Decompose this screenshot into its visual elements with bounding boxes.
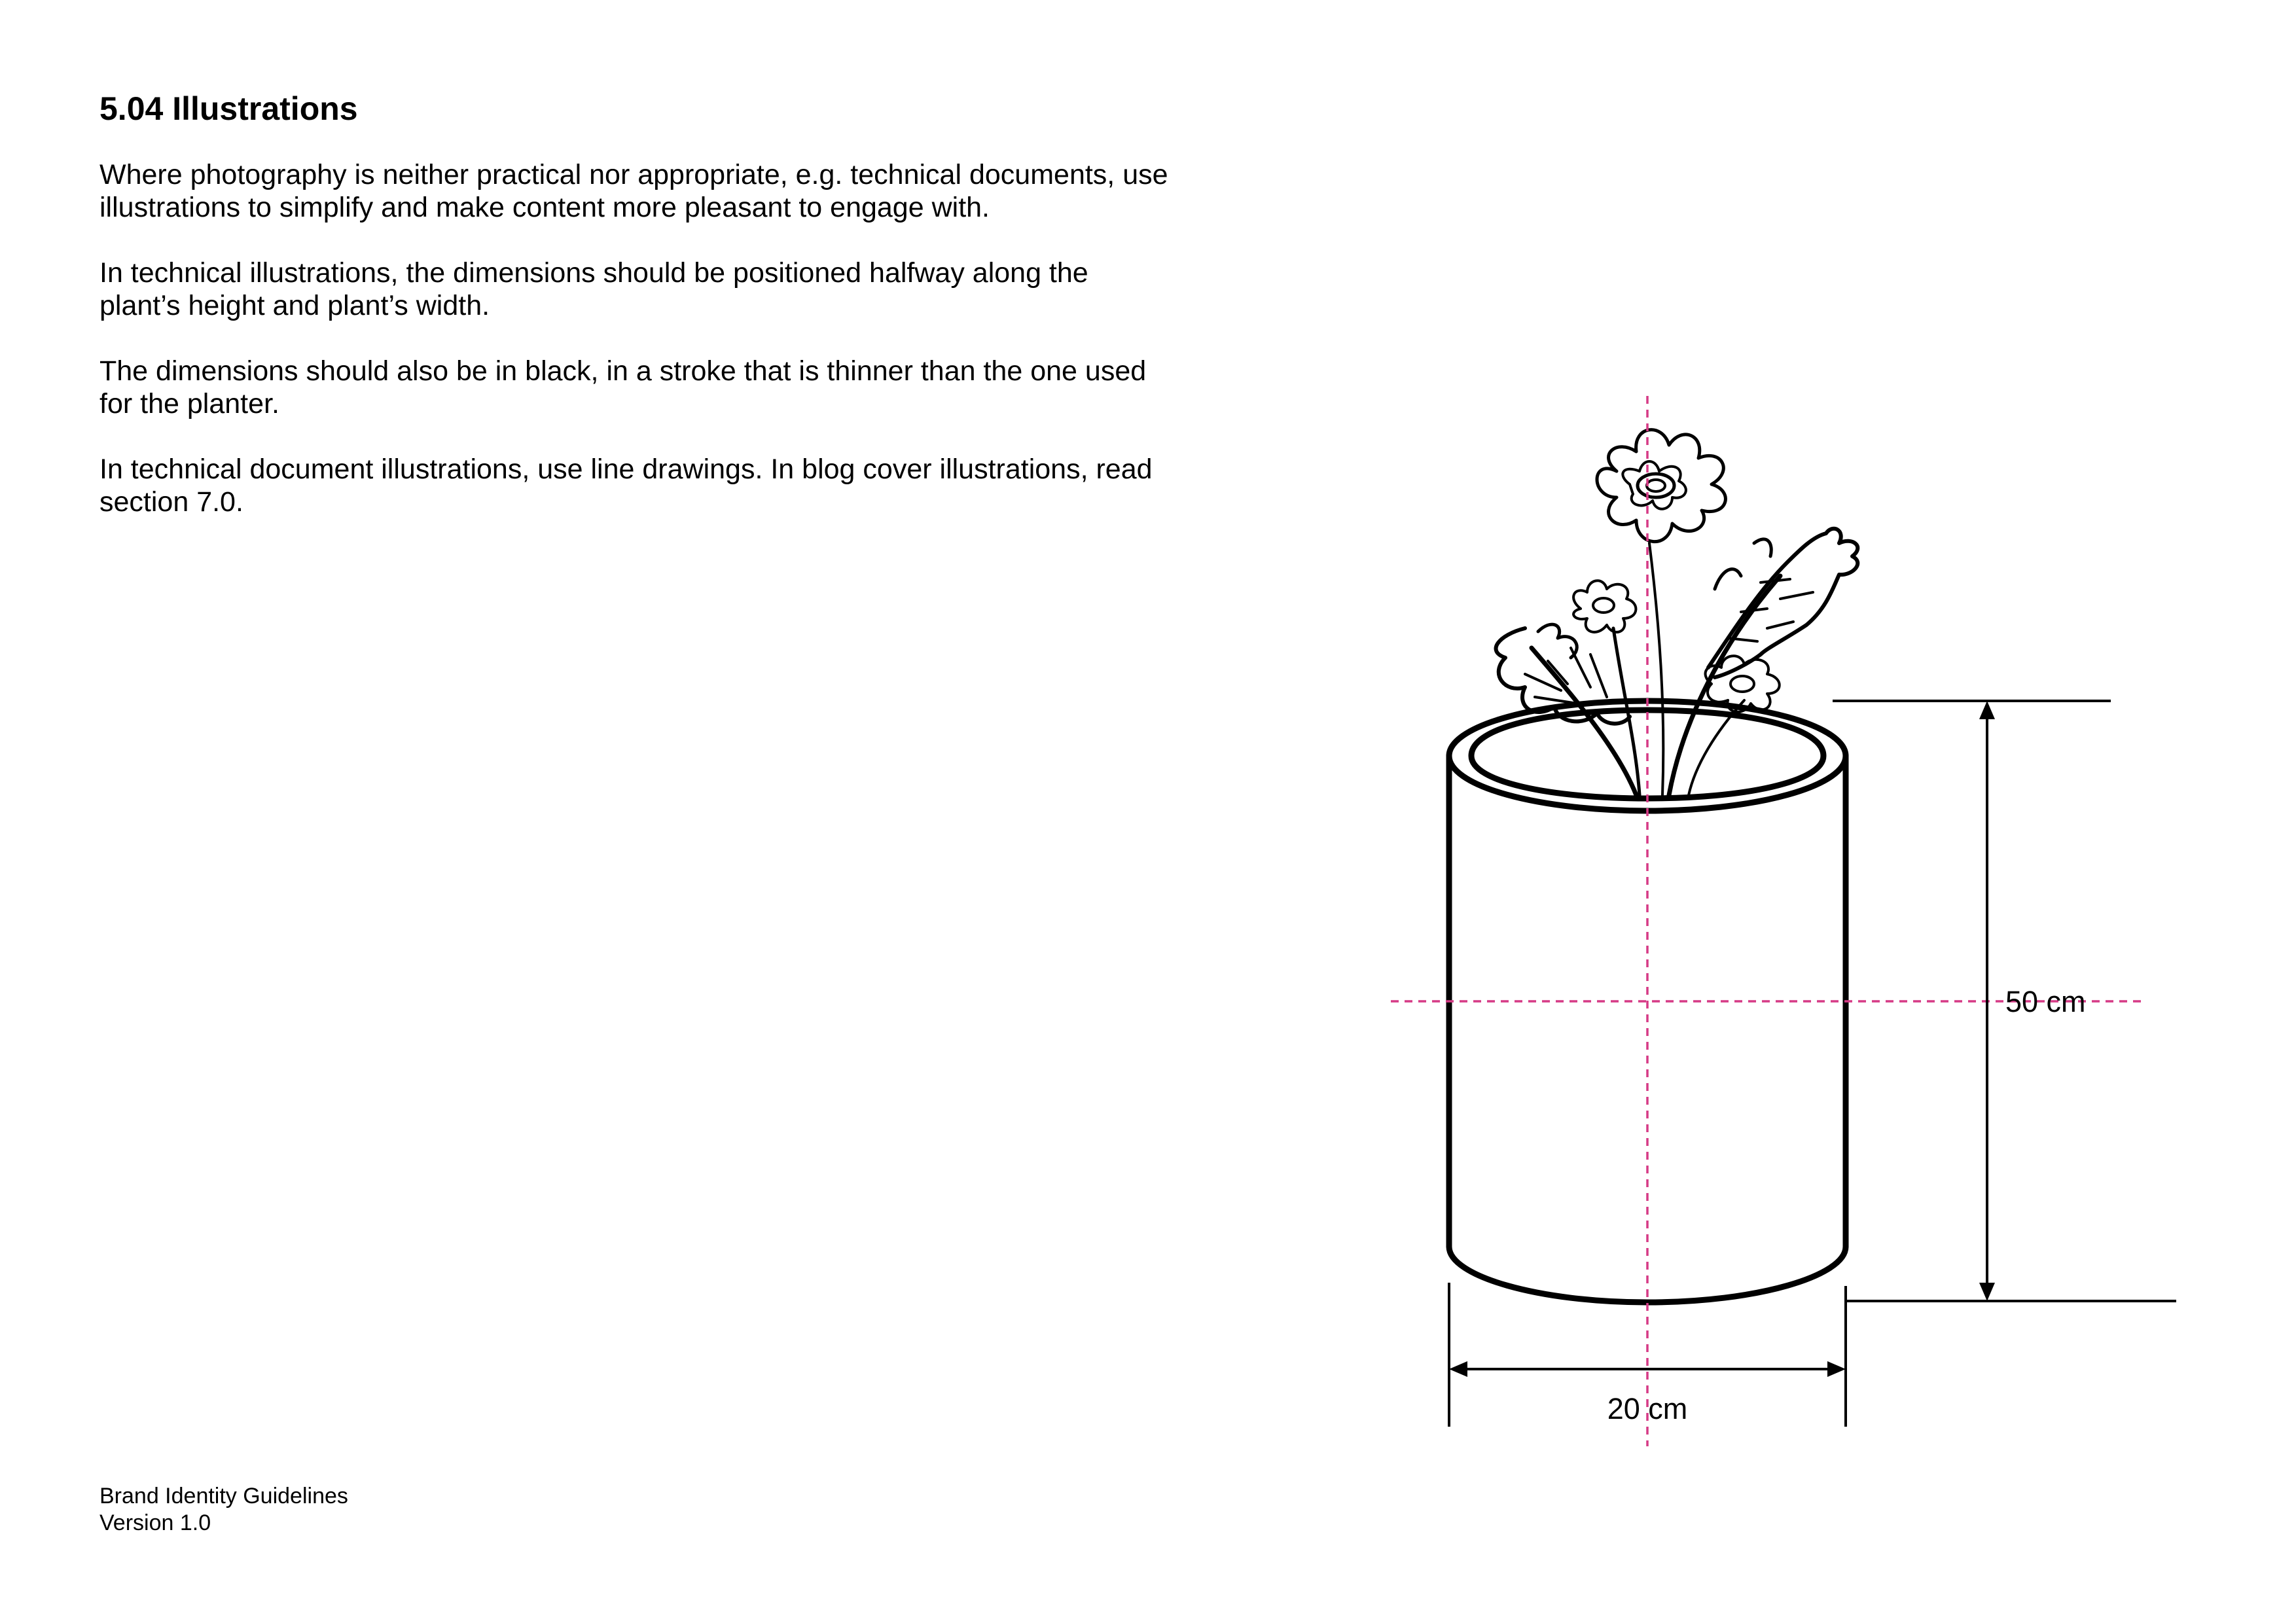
stem-main (1649, 543, 1663, 795)
footer (99, 1483, 348, 1537)
footer-document-title: Brand Identity Guidelines (99, 1484, 348, 1508)
flower-large (1597, 430, 1725, 542)
flower-small-left (1573, 580, 1636, 632)
height-arrow-top (1979, 701, 1995, 719)
paragraph-dimension-position: In technical illustrations, the dimensions should be positioned halfway along the plant’s height and plant’s width. (99, 257, 1088, 321)
width-arrow-right (1827, 1361, 1846, 1377)
width-label: 20 cm (1607, 1392, 1688, 1425)
flower-plant (1496, 430, 1858, 795)
footer-version: Version 1.0 (99, 1510, 211, 1535)
paragraph-drawing-style: In technical document illustrations, use line drawings. In blog cover illustrations, read section 7.0. (99, 454, 1153, 518)
paragraph-dimension-style: The dimensions should also be in black, in a stroke that is thinner than the one used for the planter. (99, 355, 1147, 419)
width-arrow-left (1449, 1361, 1467, 1377)
height-arrow-bottom (1979, 1283, 1995, 1301)
height-label: 50 cm (2005, 985, 2086, 1018)
paragraph-photography: Where photography is neither practical nor appropriate, e.g. technical documents, use illustrations to simplify and make content more pleasant to engage with. (99, 159, 1168, 223)
page-title: 5.04 Illustrations (99, 90, 358, 127)
